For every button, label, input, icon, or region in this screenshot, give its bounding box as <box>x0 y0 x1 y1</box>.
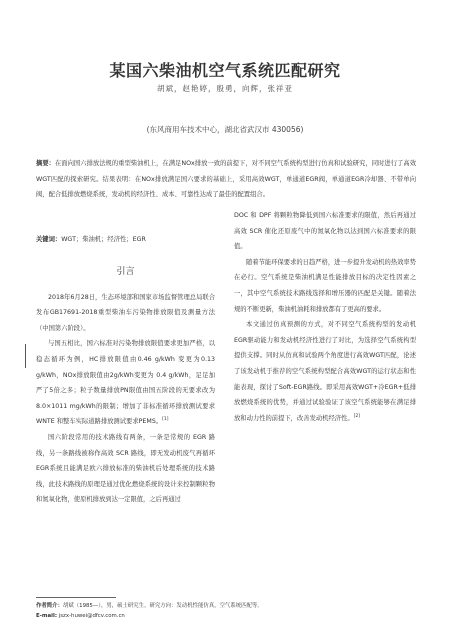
paragraph <box>234 317 416 426</box>
paper-title: 某国六柴油机空气系统匹配研究 <box>109 61 341 80</box>
footnote-author-label: 作者简介： <box>36 603 63 609</box>
abstract-text: 在面向国六排放法规的重型柴油机上，在满足NOx排放一致的前提下，对不同空气系统构型进行仿真和试验研究，同时进行了高效WGT匹配的探索研究。结果表明：在NOx排放满足国六要求的基础上，采用高效WGT，单通道EGR阀，单通道EGR冷却器、不带单向阀，配合低排放燃烧系统，发动机的经济性、成本、可靠性达成了最佳的配置组合。 <box>36 160 416 199</box>
footnote <box>36 601 426 621</box>
footnote-author <box>36 601 426 611</box>
paragraph: 随着节能环保要求的日趋严格，进一步提升发动机的热效率势在必行。空气系统是柴油机满足性能排放目标的决定性因素之一，其中空气系统技术路线选择和增压器的匹配是关键。随着法规的不断更新，柴油机油耗和排放都有了更高的要求。 <box>234 258 417 313</box>
section-heading-introduction: 引言 <box>116 267 135 277</box>
abstract-label: 摘要： <box>36 160 55 167</box>
keywords-label: 关键词： <box>36 236 62 243</box>
paragraph-text: 本文通过仿真预测的方式，对不同空气系统构型的发动机EGR驱动能力和发动机经济性进行了对比，为选择空气系统构型提供支撑。同时从仿真和试验两个角度进行高效WGT匹配，论述了该发动机于推荐的空气系统构型配合高效WGT的运行状态和性能表现，探讨了Soft-EGR路线。即采用高效WGT+冷EGR+低排放燃烧系统的优势，并通过试验验证了该空气系统能够在满足排放和动力性的前提下，改善发动机经济性。 <box>234 321 416 422</box>
paragraph: 国六阶段常用的技术路线有两条，一条是常规的 EGR 路线，另一条路线被称作高效 SCR 路线，即无发动机废气再循环EGR系统且能满足欧六排放标准的柴油机后处理系统的技术路线，此技术路线的原理是通过优化燃烧系统的设计来控制颗粒物和氮氧化物，使原机排放到达一定限值，之后再通过 <box>36 433 215 504</box>
paper-authors: 胡斌，赵艳婷，殷勇，向辉，张祥亚 <box>157 84 293 93</box>
footnote-email <box>36 611 426 621</box>
footnote-divider <box>36 597 116 598</box>
paragraph <box>36 336 215 430</box>
footnote-email-label: E-mail: <box>36 613 58 619</box>
column-left <box>36 265 215 508</box>
paper-affiliation: (东风商用车技术中心，湖北省武汉市 430056) <box>146 125 304 134</box>
citation: [2] <box>353 413 361 419</box>
margin-mark <box>25 344 26 368</box>
footnote-author-text: 胡斌（1985—），男，硕士研究生，研究方向：发动机性能仿真，空气系统匹配等。 <box>62 603 263 609</box>
abstract <box>36 156 416 203</box>
paragraph: 2018年6月28日，生态环境部和国家市场监督管理总局联合发布GB17691-2018重型柴油车污染物排放限值及测量方法（中国第六阶段）。 <box>36 293 215 332</box>
citation: [1] <box>162 417 169 423</box>
column-right <box>234 208 416 426</box>
keywords-text: WGT；柴油机；经济性；EGR <box>61 236 146 243</box>
footnote-email-text: jszx-huwei@dfcv.com.cn <box>58 613 125 619</box>
paragraph-text: 与国五相比，国六标准对污染物排放限值要求更加严格，以稳态循环为例，HC排放限值由0.46 g/kWh 变更为0.13 g/kWh，NOx排放限值由2g/kWh变更为 0.4 g/kWh，足足加严了5倍之多；粒子数量排放PN限值由国五阶段的无要求改为 8.0×1011 mg/kWh的限制；增加了非标准循环排放测试要求WNTE 和整车实际道路排放测试要求PEMS。 <box>36 340 215 426</box>
paragraph: DOC 和 DPF 将颗粒物降低到国六标准要求的限值，然后再通过高效 SCR 催化还原废气中的氮氧化物以达到国六标准要求的限值。 <box>234 212 416 251</box>
